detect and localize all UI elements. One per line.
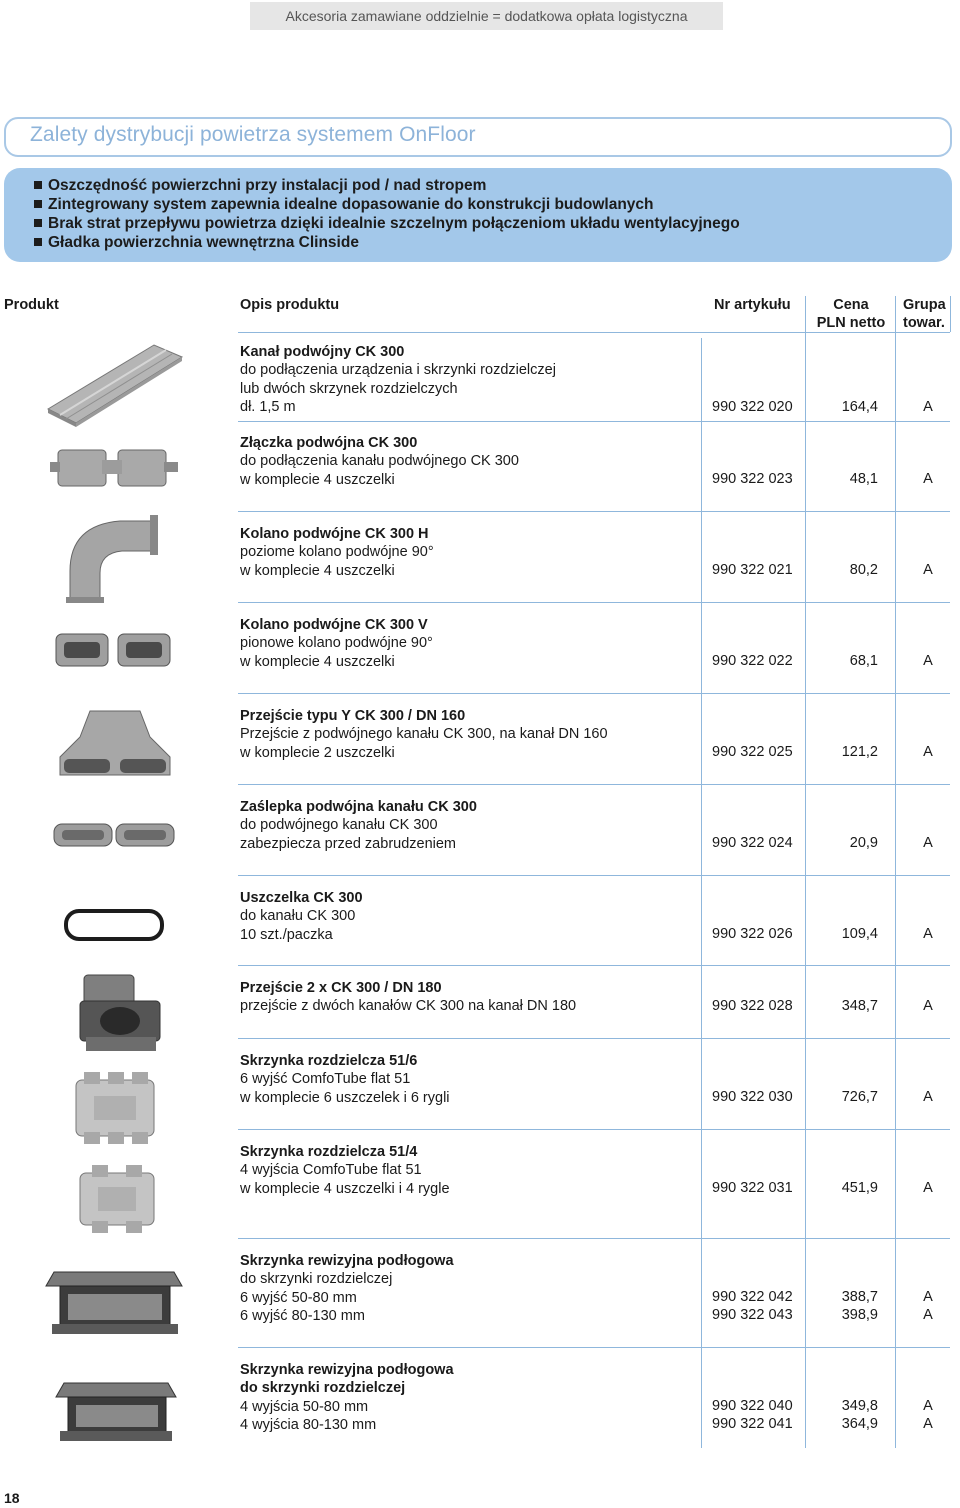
benefits-list xyxy=(34,176,740,252)
product-group: A xyxy=(923,1289,933,1305)
article-number: 990 322 022 xyxy=(712,653,793,669)
distribution-box-4-image xyxy=(40,1159,190,1239)
page-title: Zalety dystrybucji powietrza systemem OnFloor xyxy=(30,123,476,146)
y-transition-image xyxy=(40,707,190,783)
article-number: 990 322 042 xyxy=(712,1289,793,1305)
row-separator xyxy=(238,784,950,785)
price: 68,1 xyxy=(849,653,878,669)
article-number: 990 322 031 xyxy=(712,1180,793,1196)
row-description: Skrzynka rewizyjna podłogowa do skrzynki rozdzielczej 4 wyjścia 50-80 mm 4 wyjścia 80-130 mm xyxy=(240,1362,454,1433)
article-number: 990 322 024 xyxy=(712,835,793,851)
duct-channel-image xyxy=(40,343,190,429)
benefit-item: Brak strat przepływu powietrza dzięki idealnie szczelnym połączeniom układu wentylacyjnego xyxy=(34,214,740,233)
column-divider xyxy=(805,296,806,1448)
seal-ring-image xyxy=(40,903,190,947)
row-separator xyxy=(238,1238,950,1239)
price: 398,9 xyxy=(841,1307,878,1323)
product-group: A xyxy=(923,835,933,851)
product-group: A xyxy=(923,744,933,760)
row-separator xyxy=(238,1129,950,1130)
product-group: A xyxy=(923,998,933,1014)
benefit-item: Gładka powierzchnia wewnętrzna Clinside xyxy=(34,233,740,252)
row-separator xyxy=(238,1038,950,1039)
price: 349,8 xyxy=(841,1398,878,1414)
page-number: 18 xyxy=(4,1490,20,1506)
price: 451,9 xyxy=(841,1180,878,1196)
price: 121,2 xyxy=(841,744,878,760)
header-group: Grupa towar. xyxy=(903,297,946,331)
product-group: A xyxy=(923,1089,933,1105)
header-product: Produkt xyxy=(4,297,59,313)
distribution-box-6-image xyxy=(40,1068,190,1148)
article-number: 990 322 040 xyxy=(712,1398,793,1414)
article-number: 990 322 041 xyxy=(712,1416,793,1432)
price: 388,7 xyxy=(841,1289,878,1305)
article-number: 990 322 025 xyxy=(712,744,793,760)
double-end-cap-image xyxy=(40,818,190,852)
product-group: A xyxy=(923,653,933,669)
article-number: 990 322 028 xyxy=(712,998,793,1014)
price: 348,7 xyxy=(841,998,878,1014)
inspection-box-4-image xyxy=(40,1371,190,1451)
price: 20,9 xyxy=(849,835,878,851)
product-group: A xyxy=(923,562,933,578)
price: 109,4 xyxy=(841,926,878,942)
product-group: A xyxy=(923,1180,933,1196)
bullet-square-icon xyxy=(34,238,42,246)
top-note: Akcesoria zamawiane oddzielnie = dodatkowa opłata logistyczna xyxy=(250,2,723,30)
row-separator xyxy=(238,875,950,876)
product-group: A xyxy=(923,1398,933,1414)
row-description: Przejście typu Y CK 300 / DN 160 Przejście z podwójnego kanału CK 300, na kanał DN 160 w komplecie 2 uszczelki xyxy=(240,708,608,761)
price: 48,1 xyxy=(849,471,878,487)
benefit-item: Oszczędność powierzchni przy instalacji pod / nad stropem xyxy=(34,176,740,195)
double-connector-image xyxy=(40,438,190,498)
product-group: A xyxy=(923,1307,933,1323)
row-separator xyxy=(238,1347,950,1348)
row-description: Skrzynka rozdzielcza 51/4 4 wyjścia ComfoTube flat 51 w komplecie 4 uszczelki i 4 rygle xyxy=(240,1144,450,1197)
row-description: Zaślepka podwójna kanału CK 300 do podwójnego kanału CK 300 zabezpiecza przed zabrudzeniem xyxy=(240,799,477,852)
article-number: 990 322 023 xyxy=(712,471,793,487)
row-description: Przejście 2 x CK 300 / DN 180 przejście z dwóch kanałów CK 300 na kanał DN 180 xyxy=(240,980,577,1015)
row-separator xyxy=(238,965,950,966)
row-description: Złączka podwójna CK 300 do podłączenia kanału podwójnego CK 300 w komplecie 4 uszczelki xyxy=(240,435,519,488)
product-group: A xyxy=(923,399,933,415)
row-separator xyxy=(238,511,950,512)
header-description: Opis produktu xyxy=(240,297,340,313)
row-description: Skrzynka rozdzielcza 51/6 6 wyjść ComfoTube flat 51 w komplecie 6 uszczelek i 6 rygli xyxy=(240,1053,450,1106)
product-group: A xyxy=(923,1416,933,1432)
title-box xyxy=(4,117,952,157)
bullet-square-icon xyxy=(34,200,42,208)
row-separator xyxy=(238,332,950,333)
column-divider xyxy=(950,296,951,332)
column-divider xyxy=(895,296,896,1448)
vertical-elbow-image xyxy=(40,626,190,676)
row-description: Kanał podwójny CK 300 do podłączenia urządzenia i skrzynki rozdzielczej lub dwóch skrzynek rozdzielczych dł. 1,5 m xyxy=(240,344,556,415)
article-number: 990 322 043 xyxy=(712,1307,793,1323)
row-separator xyxy=(238,421,950,422)
row-separator xyxy=(238,602,950,603)
article-number: 990 322 030 xyxy=(712,1089,793,1105)
row-description: Uszczelka CK 300 do kanału CK 300 10 szt./paczka xyxy=(240,890,363,943)
row-separator xyxy=(238,693,950,694)
double-to-dn180-transition-image xyxy=(40,971,190,1057)
product-group: A xyxy=(923,926,933,942)
row-description: Kolano podwójne CK 300 H poziome kolano podwójne 90° w komplecie 4 uszczelki xyxy=(240,526,434,579)
column-divider xyxy=(701,338,702,1448)
article-number: 990 322 021 xyxy=(712,562,793,578)
benefits-panel xyxy=(4,168,952,262)
header-article: Nr artykułu xyxy=(714,297,791,313)
bullet-square-icon xyxy=(34,181,42,189)
price: 80,2 xyxy=(849,562,878,578)
price: 164,4 xyxy=(841,399,878,415)
bullet-square-icon xyxy=(34,219,42,227)
row-description: Kolano podwójne CK 300 V pionowe kolano podwójne 90° w komplecie 4 uszczelki xyxy=(240,617,433,670)
price: 364,9 xyxy=(841,1416,878,1432)
row-description: Skrzynka rewizyjna podłogowa do skrzynki rozdzielczej 6 wyjść 50-80 mm 6 wyjść 80-130 mm xyxy=(240,1253,454,1324)
header-price: Cena PLN netto xyxy=(816,297,886,331)
product-group: A xyxy=(923,471,933,487)
price: 726,7 xyxy=(841,1089,878,1105)
benefit-item: Zintegrowany system zapewnia idealne dopasowanie do konstrukcji budowlanych xyxy=(34,195,740,214)
article-number: 990 322 026 xyxy=(712,926,793,942)
article-number: 990 322 020 xyxy=(712,399,793,415)
horizontal-elbow-image xyxy=(40,511,190,603)
inspection-box-6-image xyxy=(40,1262,190,1342)
